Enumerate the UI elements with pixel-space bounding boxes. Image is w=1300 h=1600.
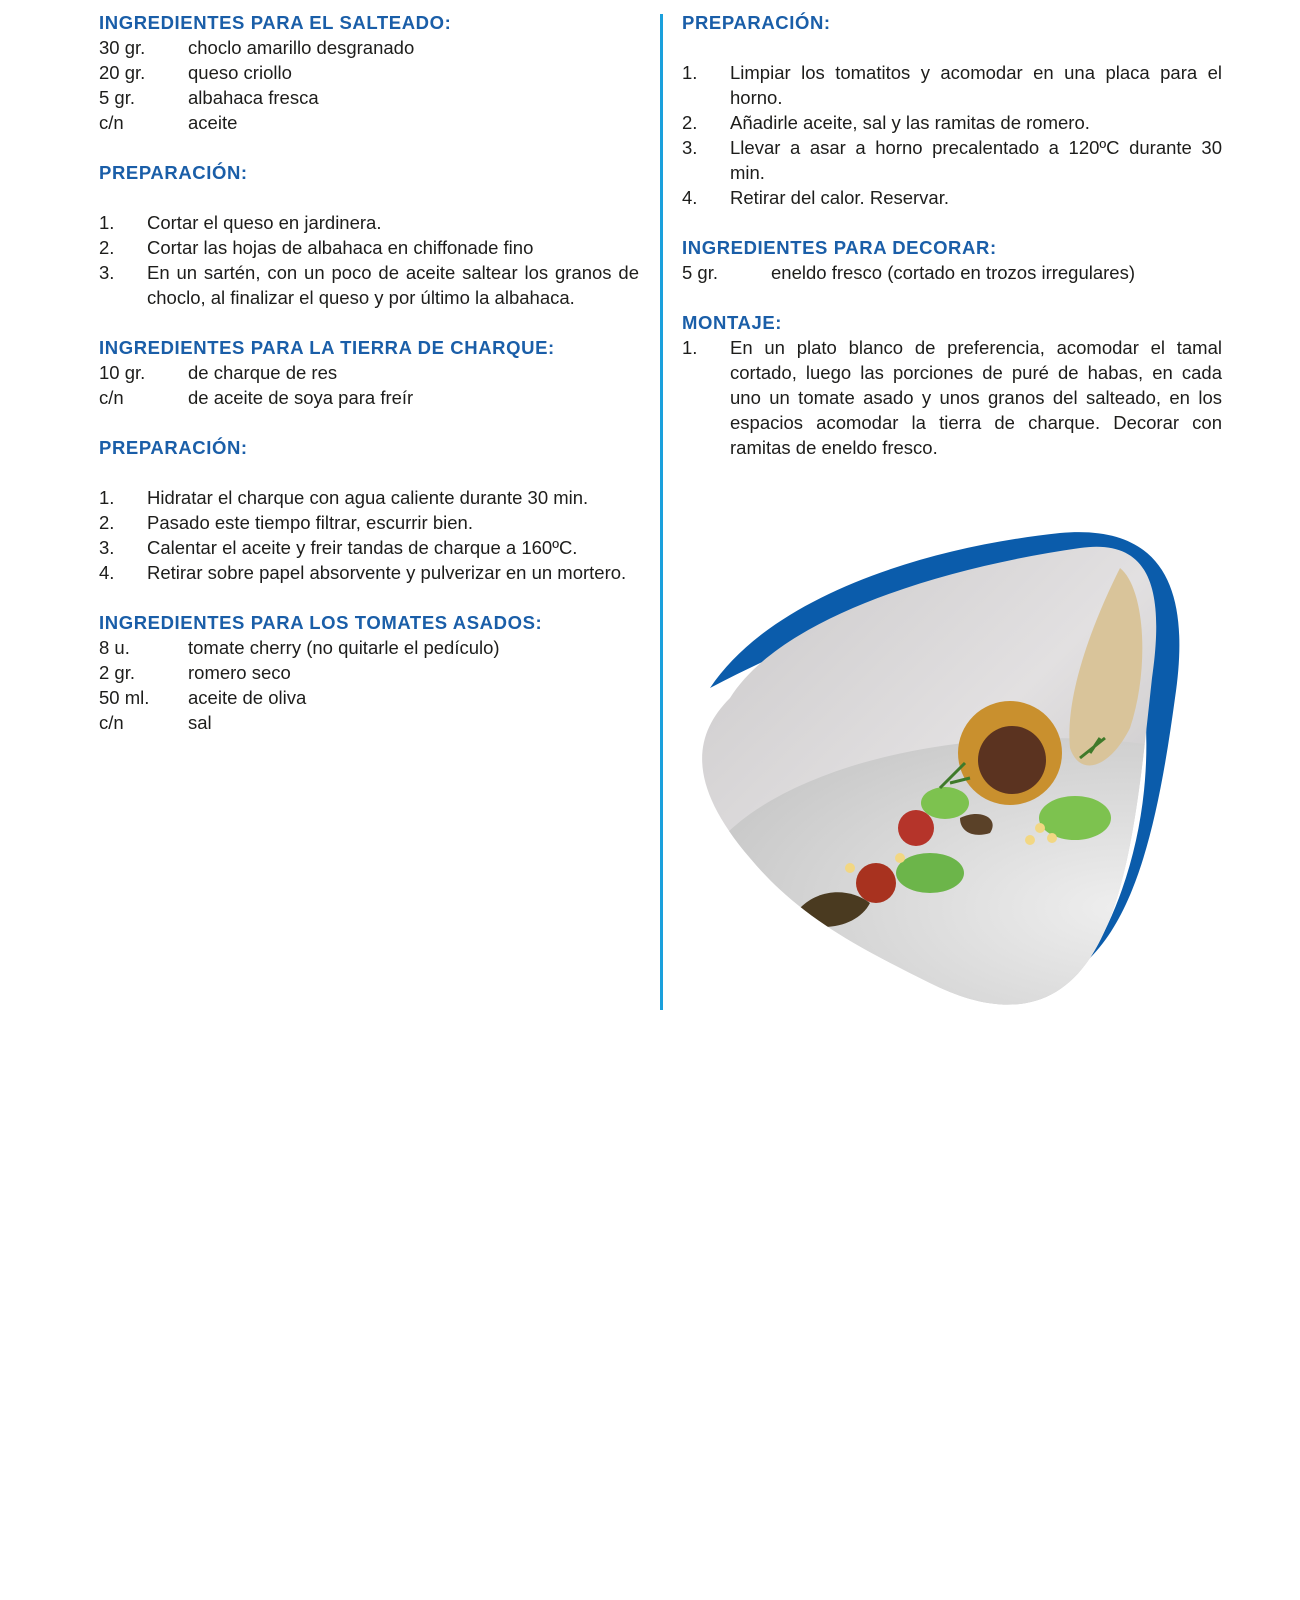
- step-number: 2.: [682, 112, 698, 133]
- ingredient-qty: 10 gr.: [99, 362, 146, 383]
- ingredient-name: eneldo fresco (cortado en trozos irregulares): [771, 262, 1136, 283]
- step-text: En un sartén, con un poco de aceite saltear los granos de choclo, al finalizar el queso y por último la albahaca.: [147, 262, 639, 308]
- step-text: Limpiar los tomatitos y acomodar en una placa para el horno.: [730, 62, 1222, 108]
- step-text: Añadirle aceite, sal y las ramitas de romero.: [730, 112, 1090, 133]
- ingredient-name: choclo amarillo desgranado: [188, 37, 415, 58]
- step-number: 3.: [99, 262, 115, 283]
- step-text: Retirar sobre papel absorvente y pulverizar en un mortero.: [147, 562, 627, 583]
- montaje-step-list: [682, 335, 1222, 460]
- preparacion-heading: PREPARACIÓN:: [99, 437, 248, 458]
- preparacion-heading: PREPARACIÓN:: [682, 12, 831, 33]
- step-row: [682, 60, 1222, 110]
- step-row: [99, 210, 639, 235]
- left-column: [99, 10, 639, 735]
- ingredient-qty: 20 gr.: [99, 62, 146, 83]
- step-row: [99, 235, 639, 260]
- step-number: 2.: [99, 237, 115, 258]
- step-number: 3.: [99, 537, 115, 558]
- tierra-charque-heading: INGREDIENTES PARA LA TIERRA DE CHARQUE:: [99, 337, 555, 358]
- step-row: [682, 110, 1222, 135]
- preparacion-step-list: [682, 60, 1222, 210]
- tomates-ingredient-list: [99, 635, 639, 735]
- decorar-heading: INGREDIENTES PARA DECORAR:: [682, 237, 997, 258]
- step-number: 1.: [682, 337, 698, 358]
- preparacion-heading: PREPARACIÓN:: [99, 162, 248, 183]
- dish-photo: [690, 528, 1190, 1013]
- ingredient-name: romero seco: [188, 662, 291, 683]
- step-text: Llevar a asar a horno precalentado a 120ºC durante 30 min.: [730, 137, 1222, 183]
- step-number: 4.: [99, 562, 115, 583]
- ingredient-qty: 30 gr.: [99, 37, 146, 58]
- ingredient-row: [99, 60, 639, 85]
- ingredient-qty: 50 ml.: [99, 687, 150, 708]
- roasted-tomato: [898, 810, 934, 846]
- step-number: 3.: [682, 137, 698, 158]
- ingredient-name: aceite de oliva: [188, 687, 307, 708]
- step-text: Cortar las hojas de albahaca en chiffonade fino: [147, 237, 534, 258]
- ingredient-row: [99, 35, 639, 60]
- ingredient-row: [99, 635, 639, 660]
- tierra-ingredient-list: [99, 360, 639, 410]
- ingredient-qty: 8 u.: [99, 637, 130, 658]
- step-row: [682, 335, 1222, 460]
- step-row: [99, 510, 639, 535]
- ingredient-qty: c/n: [99, 112, 124, 133]
- ingredient-qty: c/n: [99, 712, 124, 733]
- step-row: [99, 485, 639, 510]
- step-row: [99, 260, 639, 310]
- step-text: Cortar el queso en jardinera.: [147, 212, 382, 233]
- preparacion-step-list: [99, 210, 639, 310]
- tomates-asados-heading: INGREDIENTES PARA LOS TOMATES ASADOS:: [99, 612, 543, 633]
- step-row: [682, 135, 1222, 185]
- ingredient-row: [99, 360, 639, 385]
- salteado-ingredient-list: [99, 35, 639, 135]
- ingredient-name: sal: [188, 712, 212, 733]
- ingredient-qty: 5 gr.: [682, 262, 718, 283]
- step-text: En un plato blanco de preferencia, acomodar el tamal cortado, luego las porciones de puré de habas, en cada uno un tomate asado y unos granos del salteado, en los espacios acomodar la tierra de charque. Decorar con ramitas de eneldo fresco.: [730, 337, 1222, 458]
- step-row: [682, 185, 1222, 210]
- ingredient-qty: 5 gr.: [99, 87, 135, 108]
- ingredient-name: queso criollo: [188, 62, 292, 83]
- montaje-heading: MONTAJE:: [682, 312, 783, 333]
- ingredient-row: [99, 385, 639, 410]
- step-number: 1.: [99, 212, 115, 233]
- ingredient-qty: c/n: [99, 387, 124, 408]
- ingredient-row: [682, 260, 1222, 285]
- step-text: Retirar del calor. Reservar.: [730, 187, 950, 208]
- ingredient-row: [99, 110, 639, 135]
- step-number: 4.: [682, 187, 698, 208]
- step-number: 1.: [682, 62, 698, 83]
- step-text: Hidratar el charque con agua caliente durante 30 min.: [147, 487, 589, 508]
- ingredient-row: [99, 660, 639, 685]
- ingredient-name: albahaca fresca: [188, 87, 319, 108]
- ingredient-row: [99, 710, 639, 735]
- right-column: [682, 10, 1222, 460]
- ingredient-qty: 2 gr.: [99, 662, 135, 683]
- preparacion-step-list: [99, 485, 639, 585]
- decorar-ingredient-list: [682, 260, 1222, 285]
- step-text: Pasado este tiempo filtrar, escurrir bien.: [147, 512, 473, 533]
- ingredient-name: tomate cherry (no quitarle el pedículo): [188, 637, 500, 658]
- ingredient-row: [99, 685, 639, 710]
- ingredient-row: [99, 85, 639, 110]
- puree-habas: [1039, 796, 1111, 840]
- ingredient-name: de charque de res: [188, 362, 338, 383]
- step-row: [99, 560, 639, 585]
- step-number: 1.: [99, 487, 115, 508]
- ingredient-name: de aceite de soya para freír: [188, 387, 414, 408]
- step-number: 2.: [99, 512, 115, 533]
- salteado-heading: INGREDIENTES PARA EL SALTEADO:: [99, 12, 452, 33]
- step-row: [99, 535, 639, 560]
- step-text: Calentar el aceite y freir tandas de charque a 160ºC.: [147, 537, 578, 558]
- ingredient-name: aceite: [188, 112, 238, 133]
- column-divider: [660, 14, 663, 1010]
